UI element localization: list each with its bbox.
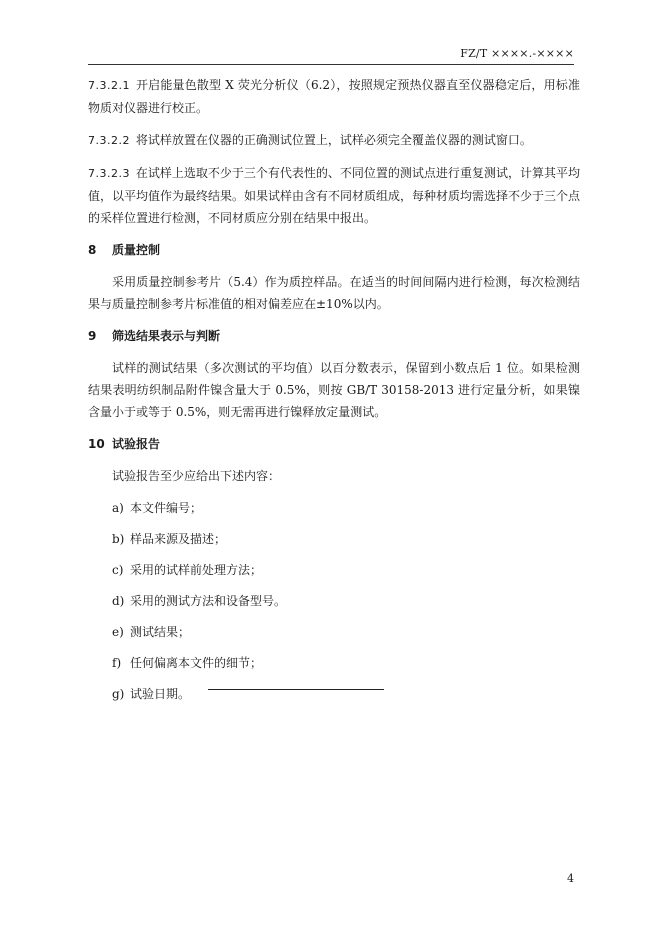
list-item <box>112 559 580 581</box>
list-item-label: b) <box>112 532 125 546</box>
clause-7-3-2-3 <box>88 162 580 229</box>
report-items-list <box>88 497 580 705</box>
section-9-body: 试样的测试结果（多次测试的平均值）以百分数表示，保留到小数点后 1 位。如果检测结果表明纺织制品附件镍含量大于 0.5%，则按 GB/T 30158-2013 进行定量分析，如果镍含量小于或等于 0.5%，则无需再进行镍释放定量测试。 <box>88 361 580 419</box>
section-10-heading <box>88 433 580 455</box>
section-8-body: 采用质量控制参考片（5.4）作为质控样品。在适当的时间间隔内进行检测，每次检测结果与质量控制参考片标准值的相对偏差应在±10%以内。 <box>88 275 580 311</box>
list-item-label: d) <box>112 594 125 608</box>
document-body <box>88 74 580 714</box>
list-item-text: 任何偏离本文件的细节； <box>130 656 263 670</box>
clause-number: 7.3.2.2 <box>88 134 130 147</box>
list-item-label: c) <box>112 563 124 577</box>
list-item <box>112 652 580 674</box>
clause-7-3-2-1 <box>88 74 580 119</box>
section-8-heading <box>88 239 580 261</box>
list-item-text: 采用的试样前处理方法； <box>130 563 263 577</box>
page-number: 4 <box>567 872 574 885</box>
section-number: 9 <box>88 329 97 343</box>
list-item <box>112 497 580 519</box>
section-title: 质量控制 <box>112 243 161 257</box>
clause-number: 7.3.2.3 <box>88 167 130 180</box>
clause-text: 在试样上选取不少于三个有代表性的、不同位置的测试点进行重复测试，计算其平均值，以平均值作为最终结果。如果试样由含有不同材质组成，每种材质均需选择不少于三个点的采样位置进行检测，不同材质应分别在结果中报出。 <box>88 166 581 225</box>
list-item-label: g) <box>112 687 125 701</box>
clause-text: 将试样放置在仪器的正确测试位置上，试样必须完全覆盖仪器的测试窗口。 <box>135 133 532 147</box>
list-item-label: a) <box>112 501 124 515</box>
list-item-label: f) <box>112 656 122 670</box>
section-10-intro: 试验报告至少应给出下述内容： <box>112 469 281 483</box>
clause-number: 7.3.2.1 <box>88 79 130 92</box>
list-item <box>112 528 580 550</box>
list-item <box>112 621 580 643</box>
list-item-text: 样品来源及描述； <box>130 532 227 546</box>
list-item <box>112 590 580 612</box>
list-item-text: 本文件编号； <box>130 501 203 515</box>
section-number: 10 <box>88 437 105 451</box>
clause-text: 开启能量色散型 X 荧光分析仪（6.2），按照规定预热仪器直至仪器稳定后，用标准物质对仪器进行校正。 <box>88 78 580 115</box>
list-item-text: 采用的测试方法和设备型号。 <box>130 594 287 608</box>
clause-7-3-2-2 <box>88 129 580 152</box>
header-divider <box>88 64 574 65</box>
list-item-text: 测试结果； <box>130 625 191 639</box>
standard-code: FZ/T ××××.-×××× <box>460 47 574 60</box>
list-item-text: 试验日期。 <box>130 687 191 701</box>
section-title: 试验报告 <box>112 437 161 451</box>
section-9-heading <box>88 325 580 347</box>
section-number: 8 <box>88 243 97 257</box>
section-title: 筛选结果表示与判断 <box>112 329 221 343</box>
list-item <box>112 683 580 705</box>
end-of-document-line <box>208 689 384 690</box>
list-item-label: e) <box>112 625 124 639</box>
